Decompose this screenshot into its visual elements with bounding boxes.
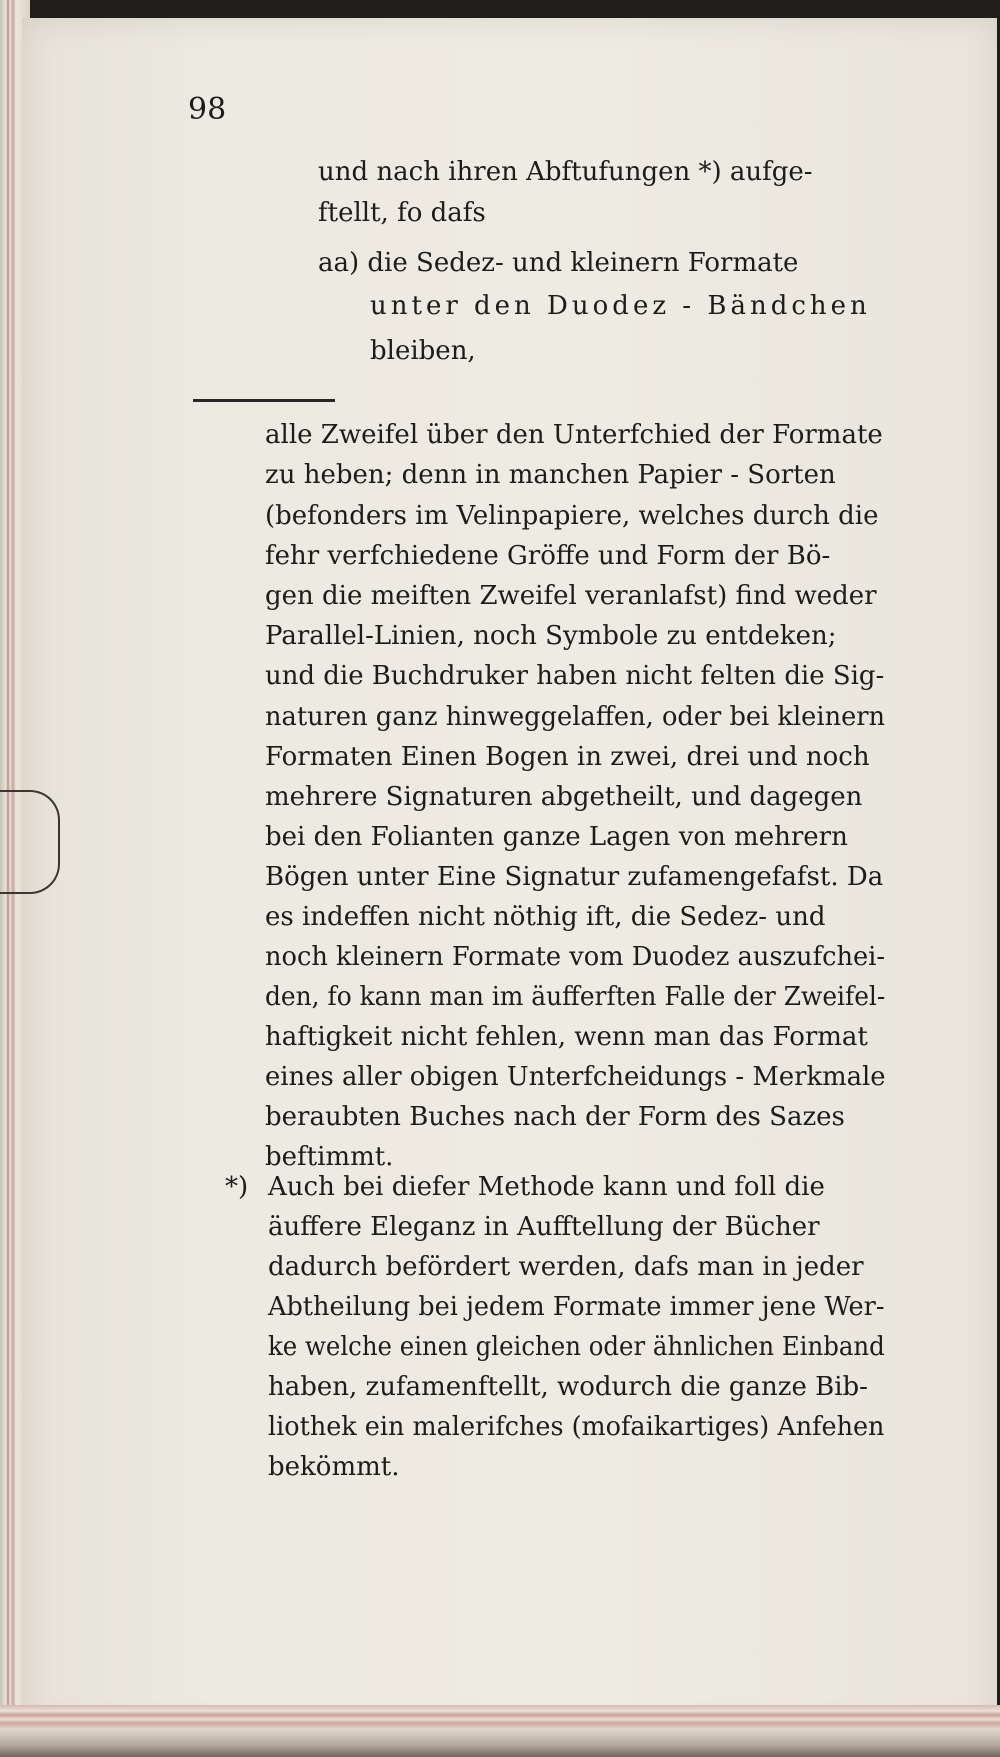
body-line: noch kleinern Formate vom Duodez auszufchei- [265, 942, 886, 972]
footnote-line: haben, zufamenftellt, wodurch die ganze Bib- [268, 1372, 868, 1402]
body-line: mehrere Signaturen abgetheilt, und dagegen [265, 782, 863, 812]
body-line: alle Zweifel über den Unterfchied der Formate [265, 420, 883, 450]
body-line: zu heben; denn in manchen Papier - Sorten [265, 460, 836, 490]
upper-line: und nach ihren Abftufungen *) aufge- [318, 157, 813, 187]
upper-line: ftellt, fo dafs [318, 198, 486, 228]
body-line: eines aller obigen Unterfcheidungs - Merkmale [265, 1062, 886, 1092]
upper-line: unter den Duodez - Bändchen [370, 291, 871, 321]
body-line: Parallel-Linien, noch Symbole zu entdeken; [265, 621, 837, 651]
page-number: 98 [188, 92, 227, 127]
footnote-line: bekömmt. [268, 1452, 400, 1482]
footnote-line: Abtheilung bei jedem Formate immer jene Wer- [268, 1292, 885, 1322]
footnote-line: liothek ein malerifches (mofaikartiges) Anfehen [268, 1412, 885, 1442]
body-line: den, fo kann man im äufferften Falle der Zweifel- [265, 982, 886, 1012]
body-line: fehr verfchiedene Gröffe und Form der Bö- [265, 541, 831, 571]
upper-line: aa) die Sedez- und kleinern Formate [318, 248, 799, 278]
body-line: und die Buchdruker haben nicht felten die Sig- [265, 661, 885, 691]
body-line: beftimmt. [265, 1142, 394, 1172]
footnote-line: ke welche einen gleichen oder ähnlichen Einband [268, 1332, 885, 1362]
section-rule [193, 399, 335, 402]
upper-line: bleiben, [370, 336, 476, 366]
body-line: bei den Folianten ganze Lagen von mehrern [265, 822, 848, 852]
body-line: naturen ganz hinweggelaffen, oder bei kleinern [265, 702, 886, 732]
body-line: haftigkeit nicht fehlen, wenn man das Format [265, 1022, 868, 1052]
footnote-line: äuffere Eleganz in Aufftellung der Bücher [268, 1212, 820, 1242]
book-bottom-edge [0, 1705, 1000, 1757]
footnote-line: dadurch befördert werden, dafs man in jeder [268, 1252, 864, 1282]
body-line: Formaten Einen Bogen in zwei, drei und noch [265, 742, 870, 772]
footnote-marker: *) [225, 1172, 249, 1202]
body-line: gen die meiften Zweifel veranlafst) find weder [265, 581, 877, 611]
body-line: (befonders im Velinpapiere, welches durch die [265, 501, 879, 531]
body-line: Bögen unter Eine Signatur zufamengefafst. Da [265, 862, 884, 892]
bookmark-ribbon-icon [0, 790, 60, 894]
body-line: es indeffen nicht nöthig ift, die Sedez- und [265, 902, 826, 932]
body-line: beraubten Buches nach der Form des Sazes [265, 1102, 845, 1132]
footnote-line: Auch bei diefer Methode kann und foll die [268, 1172, 825, 1202]
